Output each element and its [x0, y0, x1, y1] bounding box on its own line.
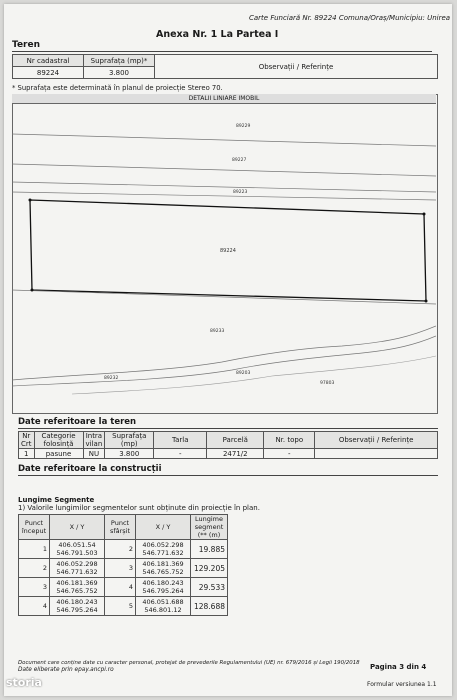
boundary-line	[12, 164, 436, 176]
hdr-parcela: Parcelă	[207, 432, 264, 449]
parcel-map	[12, 104, 436, 412]
cell: 3.800	[105, 449, 154, 459]
hdr-nr-crt: Nr Crt	[19, 432, 35, 449]
map-label: 89233	[210, 329, 225, 334]
vertex-point	[31, 289, 34, 292]
road-line	[12, 326, 436, 380]
map-label: 89224	[220, 248, 236, 254]
col-suprafata: Suprafața (mp)*	[84, 55, 155, 67]
hdr-nr-topo: Nr. topo	[264, 432, 315, 449]
boundary-line	[12, 192, 436, 200]
form-version: Formular versiunea 1.1	[367, 681, 437, 688]
cell: 1	[19, 449, 35, 459]
date-teren-table	[18, 431, 438, 459]
cell: pasune	[34, 449, 83, 459]
map-label: 89223	[233, 190, 248, 195]
road-line	[72, 356, 436, 394]
section-rule	[18, 475, 438, 476]
cell: -	[154, 449, 207, 459]
cell	[315, 449, 438, 459]
cell: 2471/2	[207, 449, 264, 459]
map-label: 89203	[236, 371, 251, 376]
hdr-xy-end: X / Y	[136, 515, 191, 540]
storia-watermark: storia	[6, 676, 42, 689]
boundary-line	[12, 182, 436, 192]
boundary-line	[12, 290, 436, 304]
col-observatii: Observații / Referințe	[155, 55, 438, 79]
document-page	[4, 4, 452, 696]
hdr-punct-inceput: Punct început	[19, 515, 50, 540]
map-label: 89232	[104, 376, 119, 381]
section-rule	[18, 428, 438, 429]
boundary-line	[12, 134, 436, 146]
cell: -	[264, 449, 315, 459]
road-line	[12, 336, 436, 386]
hdr-lungime: Lungime segment (** (m)	[191, 515, 228, 540]
segmente-subtitle: 1) Valorile lungimilor segmentelor sunt obținute din proiecție în plan.	[18, 504, 260, 512]
constructii-title: Date referitoare la construcții	[18, 464, 162, 474]
cell: NU	[83, 449, 105, 459]
hdr-xy-start: X / Y	[50, 515, 105, 540]
footer-disclaimer: Document care conține date cu caracter personal, protejat de prevederile Regulamentului (UE) nr. 679/2016 și Legii 190/2018 Date eliberate prin epay.ancpi.ro	[18, 660, 360, 673]
hdr-observatii: Observații / Referințe	[315, 432, 438, 449]
surface-note: * Suprafața este determinată în planul de proiecție Stereo 70.	[12, 84, 223, 92]
date-teren-title: Date referitoare la teren	[18, 417, 137, 427]
table-row: 2 406.052.298 546.771.632 3 406.181.369 546.765.752 129.205	[19, 559, 228, 578]
map-label: 89229	[236, 124, 251, 129]
cf-header: Carte Funciară Nr. 89224 Comuna/Oraș/Municipiu: Unirea	[249, 14, 451, 22]
section-rule	[12, 51, 432, 52]
hdr-punct-sfarsit: Punct sfârșit	[105, 515, 136, 540]
map-title: DETALII LINIARE IMOBIL	[12, 94, 436, 104]
map-label: 97803	[320, 381, 335, 386]
val-nr-cadastral: 89224	[13, 67, 84, 79]
table-row: 3 406.181.369 546.765.752 4 406.180.243 546.795.264 29.533	[19, 578, 228, 597]
table-row: 4 406.180.243 546.795.264 5 406.051.688 546.801.12 128.688	[19, 597, 228, 616]
segmente-title: Lungime Segmente	[18, 496, 95, 504]
table-row: 1 406.051.54 546.791.503 2 406.052.298 546.771.632 19.885	[19, 540, 228, 559]
page-number: Pagina 3 din 4	[370, 663, 427, 671]
val-suprafata: 3.800	[84, 67, 155, 79]
teren-table	[12, 54, 438, 79]
teren-title: Teren	[12, 40, 40, 50]
hdr-intravilan: Intra vilan	[83, 432, 105, 449]
vertex-point	[425, 300, 428, 303]
hdr-tarla: Tarla	[154, 432, 207, 449]
vertex-point	[423, 213, 426, 216]
segmente-table	[18, 514, 228, 616]
hdr-suprafata: Suprafața (mp)	[105, 432, 154, 449]
annex-title: Anexa Nr. 1 La Partea I	[156, 29, 279, 40]
hdr-categorie: Categorie folosință	[34, 432, 83, 449]
map-label: 89227	[232, 158, 247, 163]
vertex-point	[29, 199, 32, 202]
col-nr-cadastral: Nr cadastral	[13, 55, 84, 67]
